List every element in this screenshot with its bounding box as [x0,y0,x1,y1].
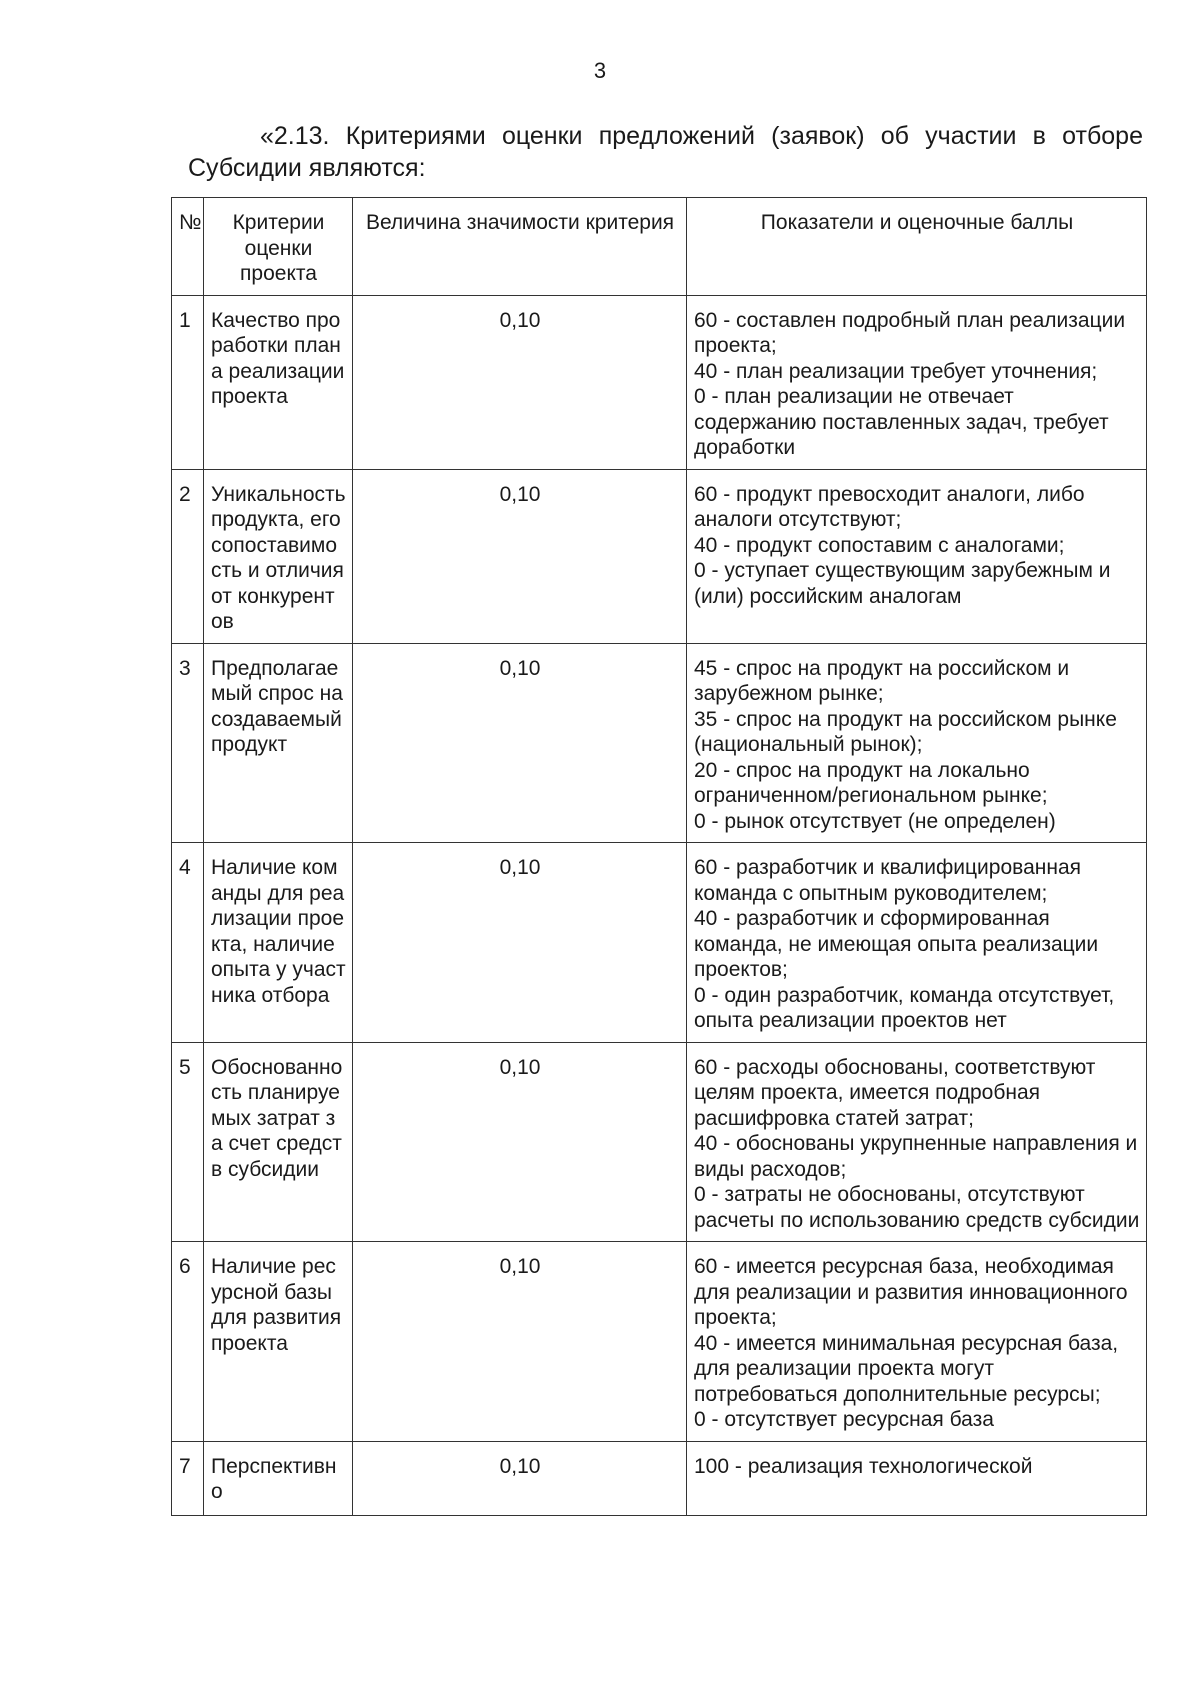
row-number: 3 [172,643,204,843]
score-line: 0 - отсутствует ресурсная база [694,1408,994,1431]
table-row [172,1441,1147,1515]
header-scores: Показатели и оценочные баллы [687,198,1147,296]
weight-cell: 0,10 [353,1042,687,1242]
score-line: 40 - план реализации требует уточнения; [694,359,1098,383]
header-num: № [172,198,204,296]
score-line: 0 - рынок отсутствует (не определен) [694,809,1056,833]
score-line: 60 - расходы обоснованы, соответствуют целям проекта, имеется подробная расшифровка статей затрат; [694,1055,1096,1130]
score-line: 40 - продукт сопоставим с аналогами; [694,533,1065,557]
score-line: 60 - разработчик и квалифицированная команда с опытным руководителем; [694,856,1081,905]
weight-cell: 0,10 [353,643,687,843]
weight-cell: 0,10 [353,1242,687,1442]
criteria-table-body [172,295,1147,1515]
score-line: 35 - спрос на продукт на российском рынке (национальный рынок); [694,707,1117,756]
intro-line-2: Субсидии являются: [188,154,426,182]
criteria-table [171,197,1147,1516]
intro-paragraph [188,120,1143,184]
row-number: 1 [172,295,204,469]
scores-cell [687,1042,1147,1242]
score-line: 40 - имеется минимальная ресурсная база, для реализации проекта могут потребоваться дополнительные ресурсы; [694,1331,1119,1406]
weight-cell: 0,10 [353,469,687,643]
row-number: 4 [172,843,204,1043]
row-number: 5 [172,1042,204,1242]
score-line: 100 - реализация технологической [694,1454,1033,1478]
score-line: 0 - один разработчик, команда отсутствует, опыта реализации проектов нет [694,983,1115,1032]
page-number: 3 [593,58,607,83]
scores-cell [687,643,1147,843]
scores-cell [687,469,1147,643]
criterion-cell: Предполагаемый спрос на создаваемый продукт [204,643,353,843]
score-line: 40 - разработчик и сформированная команда, не имеющая опыта реализации проектов; [694,907,1099,981]
weight-cell: 0,10 [353,1441,687,1515]
row-number: 7 [172,1441,204,1515]
scores-cell [687,1441,1147,1515]
score-line: 60 - имеется ресурсная база, необходимая для реализации и развития инновационного проекта; [694,1255,1128,1329]
criterion-cell: Уникальность продукта, его сопоставимость и отличия от конкурентов [204,469,353,643]
score-line: 0 - план реализации не отвечает содержанию поставленных задач, требует доработки [694,385,1109,459]
criterion-cell: Наличие ресурсной базы для развития проекта [204,1242,353,1442]
criterion-cell: Перспективно [204,1441,353,1515]
intro-line-1: «2.13. Критериями оценки предложений (заявок) об участии в отборе [260,122,1143,150]
table-row [172,843,1147,1043]
header-weight: Величина значимости критерия [353,198,687,296]
table-row [172,1042,1147,1242]
criterion-cell: Обоснованность планируемых затрат за счет средств субсидии [204,1042,353,1242]
weight-cell: 0,10 [353,843,687,1043]
row-number: 2 [172,469,204,643]
header-criterion: Критерии оценки проекта [204,198,353,296]
scores-cell [687,1242,1147,1442]
criterion-cell: Наличие команды для реализации проекта, наличие опыта у участника отбора [204,843,353,1043]
score-line: 40 - обоснованы укрупненные направления и виды расходов; [694,1132,1138,1181]
score-line: 0 - уступает существующим зарубежным и (или) российским аналогам [694,559,1111,608]
row-number: 6 [172,1242,204,1442]
score-line: 0 - затраты не обоснованы, отсутствуют расчеты по использованию средств субсидии [694,1183,1140,1232]
score-line: 45 - спрос на продукт на российском и зарубежном рынке; [694,656,1070,705]
table-header-row [172,198,1147,296]
score-line: 60 - составлен подробный план реализации проекта; [694,308,1126,357]
table-row [172,469,1147,643]
table-row [172,1242,1147,1442]
score-line: 60 - продукт превосходит аналоги, либо аналоги отсутствуют; [694,482,1085,531]
scores-cell [687,295,1147,469]
scores-cell [687,843,1147,1043]
score-line: 20 - спрос на продукт на локально ограниченном/региональном рынке; [694,758,1048,807]
criterion-cell: Качество проработки плана реализации проекта [204,295,353,469]
table-row [172,295,1147,469]
table-row [172,643,1147,843]
weight-cell: 0,10 [353,295,687,469]
